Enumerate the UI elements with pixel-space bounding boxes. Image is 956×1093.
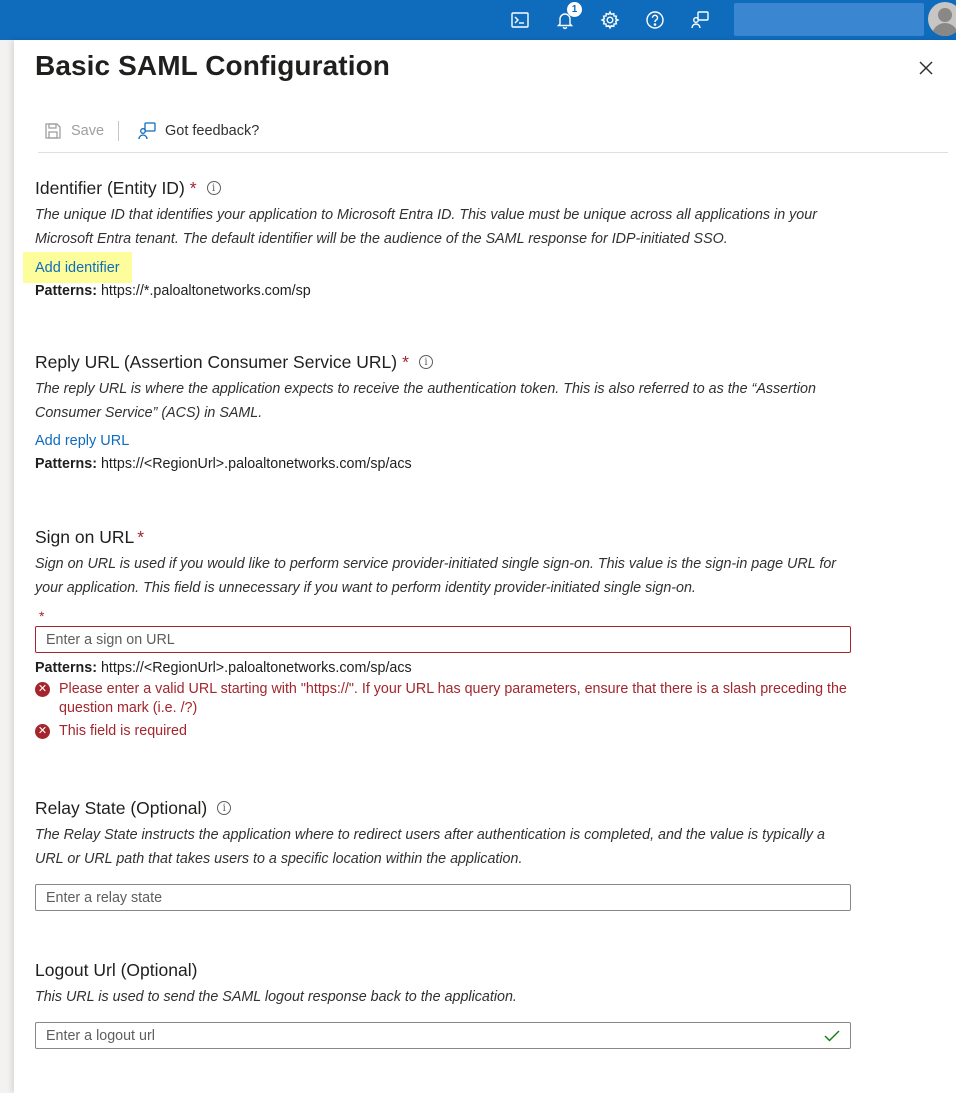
identifier-section (35, 177, 855, 299)
checkmark-icon (824, 1030, 840, 1042)
relay-state-input[interactable] (35, 884, 851, 911)
avatar[interactable] (928, 2, 956, 36)
add-reply-url-link[interactable]: Add reply URL (35, 433, 130, 449)
pattern-value: https://<RegionUrl>.paloaltonetworks.com/sp/acs (100, 456, 412, 472)
relay-state-description: The Relay State instructs the application where to redirect users after authentication is completed, and the value is typically a URL or URL path that takes users to a specific location within the application. (35, 827, 825, 867)
sign-on-url-input[interactable] (35, 626, 851, 653)
save-icon (43, 121, 63, 141)
pattern-value: https://<RegionUrl>.paloaltonetworks.com/sp/acs (100, 660, 412, 676)
identifier-description: The unique ID that identifies your application to Microsoft Entra ID. This value must be unique across all applications in your Microsoft Entra tenant. The default identifier will be the audience of the SAML response for IDP-initiated SSO. (35, 207, 817, 247)
error-icon: ✕ (35, 682, 50, 697)
error-message (35, 680, 855, 718)
reply-url-description: The reply URL is where the application expects to receive the authentication token. This is also referred to as the “Assertion Consumer Service” (ACS) in SAML. (35, 381, 816, 421)
required-marker: * (189, 177, 197, 198)
sign-on-url-description: Sign on URL is used if you would like to perform service provider-initiated single sign-on. This value is the sign-in page URL for your application. This field is unnecessary if you want to perform identity provider-initiated single sign-on. (35, 556, 837, 596)
save-label: Save (71, 123, 105, 139)
terminal-icon[interactable] (508, 8, 532, 32)
info-icon[interactable]: i (207, 181, 221, 195)
info-icon[interactable]: i (217, 801, 231, 815)
page-title: Basic SAML Configuration (35, 50, 391, 81)
relay-state-title (35, 797, 855, 819)
feedback-person-icon (137, 121, 157, 141)
pattern-label: Patterns: (35, 660, 97, 676)
logout-url-placeholder: Enter a logout url (46, 1027, 155, 1044)
relay-state-title-text: Relay State (Optional) (35, 797, 208, 818)
gear-icon[interactable] (598, 8, 622, 32)
error-icon: ✕ (35, 724, 50, 739)
reply-url-title (35, 351, 855, 373)
sign-on-url-title (35, 526, 855, 548)
identifier-title-text: Identifier (Entity ID) (35, 177, 185, 198)
reply-url-pattern (35, 456, 855, 472)
required-marker: * (137, 526, 145, 547)
reply-url-title-text: Reply URL (Assertion Consumer Service URL) (35, 351, 398, 372)
pattern-label: Patterns: (35, 456, 97, 472)
relay-state-section (35, 797, 855, 911)
feedback-icon[interactable] (688, 8, 712, 32)
toolbar-divider (118, 121, 119, 141)
logout-url-title (35, 959, 855, 981)
account-info[interactable] (734, 3, 924, 36)
notification-badge: 1 (567, 2, 582, 17)
sign-on-url-section (35, 526, 855, 741)
saml-config-panel (14, 40, 956, 1093)
relay-state-placeholder: Enter a relay state (46, 889, 163, 906)
logout-url-input[interactable] (35, 1022, 851, 1049)
close-icon (915, 57, 937, 79)
close-button[interactable] (915, 57, 937, 79)
identifier-title (35, 177, 855, 199)
save-button[interactable] (43, 121, 104, 141)
feedback-button[interactable] (137, 121, 259, 141)
help-icon[interactable] (643, 8, 667, 32)
sign-on-url-placeholder: Enter a sign on URL (46, 631, 175, 648)
info-icon[interactable]: i (419, 355, 433, 369)
error-text: This field is required (59, 723, 187, 739)
logout-url-description: This URL is used to send the SAML logout response back to the application. (35, 989, 517, 1005)
field-required-marker: * (39, 608, 45, 624)
sign-on-url-title-text: Sign on URL (35, 526, 135, 547)
toolbar (38, 113, 948, 153)
required-marker: * (402, 351, 409, 372)
pattern-label: Patterns: (35, 283, 97, 299)
sign-on-url-pattern (35, 660, 855, 676)
top-bar (0, 0, 956, 40)
logout-url-section (35, 959, 855, 1049)
bell-icon[interactable] (553, 4, 578, 32)
pattern-value: https://*.paloaltonetworks.com/sp (100, 283, 311, 299)
logout-url-title-text: Logout Url (Optional) (35, 959, 198, 980)
reply-url-section (35, 351, 855, 472)
error-message (35, 722, 855, 741)
identifier-pattern (35, 283, 855, 299)
error-text: Please enter a valid URL starting with "https://". If your URL has query parameters, ensure that there is a slash preceding the question mark (i.e. /?) (59, 681, 847, 716)
add-identifier-link[interactable]: Add identifier (23, 252, 132, 283)
feedback-label: Got feedback? (165, 123, 260, 139)
